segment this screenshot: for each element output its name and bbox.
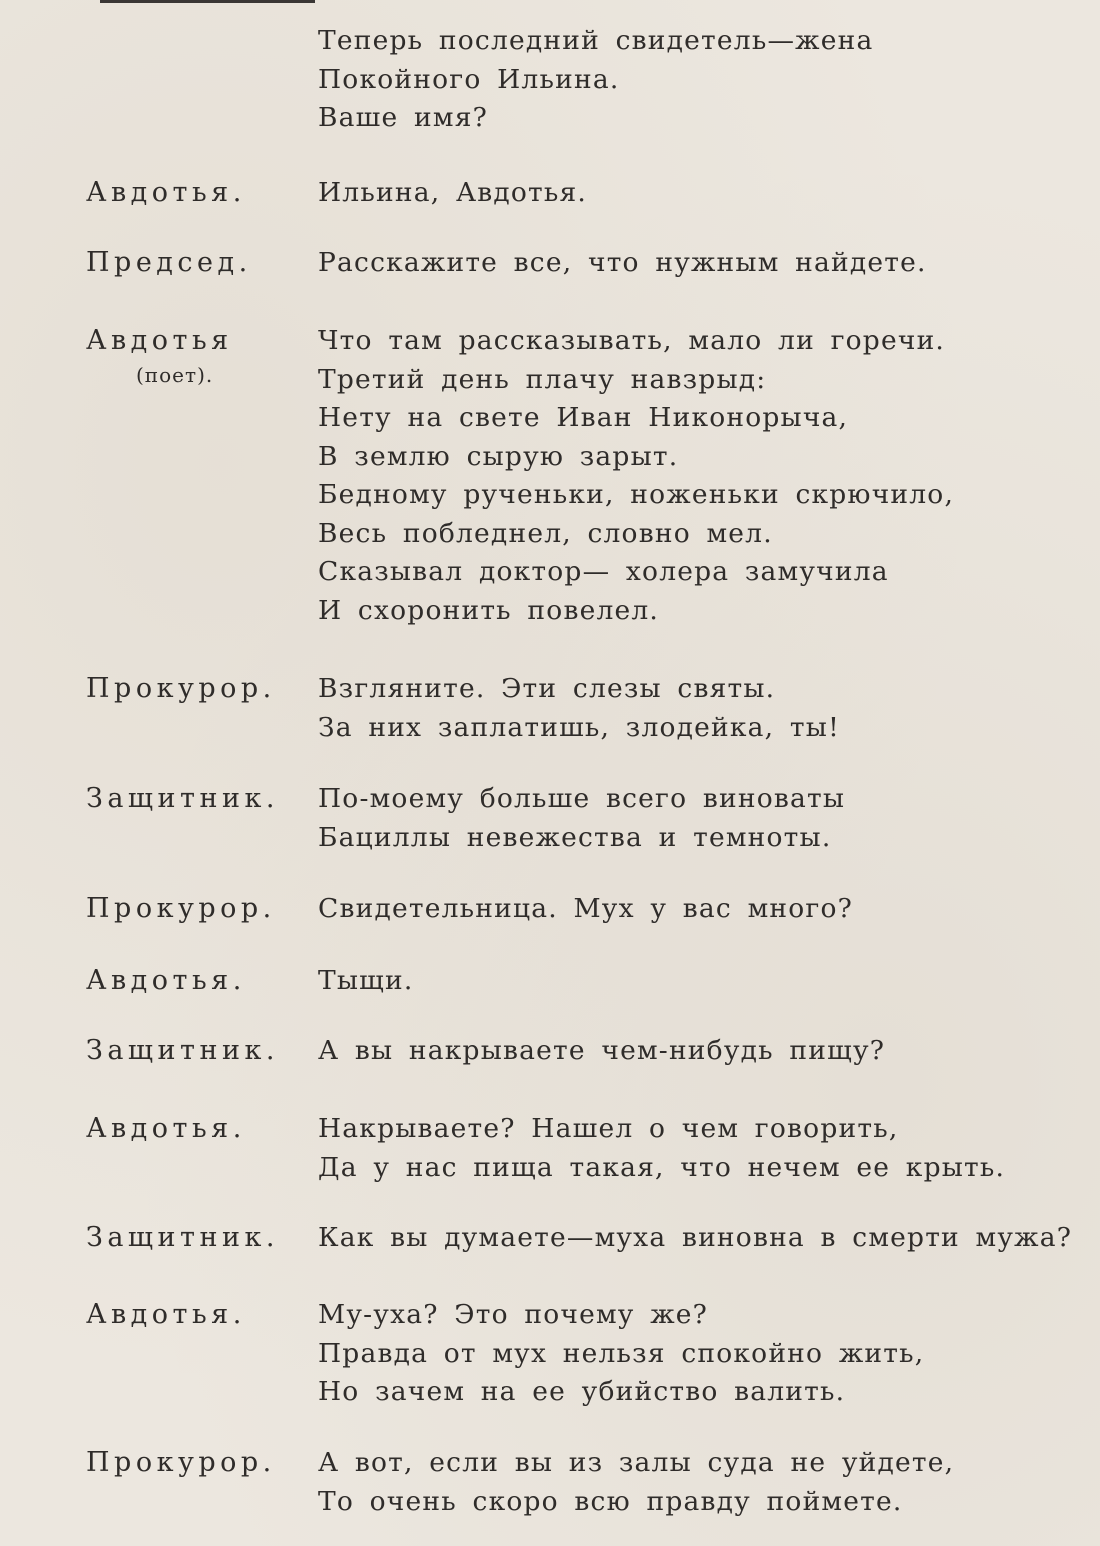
verse-line: В землю сырую зарыт. <box>318 440 679 472</box>
verse-line: По-моему больше всего виноваты <box>318 783 846 814</box>
verse-line: Взгляните. Эти слезы святы. <box>318 673 776 704</box>
verse-line: Накрываете? Нашел о чем говорить, <box>318 1113 899 1144</box>
speaker-label: Прокурор. <box>86 1447 276 1478</box>
speaker-label: Защитник. <box>86 1222 279 1253</box>
dialogue-lines <box>318 962 1078 1001</box>
speaker-name <box>86 890 306 928</box>
dialogue-lines <box>318 670 1078 747</box>
dialogue-lines <box>318 244 1078 283</box>
speaker-name <box>86 1219 306 1257</box>
verse-line: Правда от мух нельзя спокойно жить, <box>318 1337 925 1369</box>
dialogue-lines <box>318 1219 1078 1258</box>
verse-line: Ильина, Авдотья. <box>318 177 588 208</box>
speaker-name <box>86 1444 306 1482</box>
verse-line: А вы накрываете чем-нибудь пищу? <box>318 1035 886 1066</box>
speaker-label: Авдотья. <box>86 965 246 996</box>
verse-line: Тыщи. <box>318 965 414 996</box>
verse-line: Бациллы невежества и темноты. <box>318 821 832 853</box>
dialogue-lines <box>318 890 1078 929</box>
dialogue-lines <box>318 322 1078 630</box>
speaker-name <box>86 962 306 1000</box>
dialogue-lines <box>318 1296 1078 1412</box>
dialogue-lines <box>318 780 1078 857</box>
verse-line: Расскажите все, что нужным найдете. <box>318 247 927 278</box>
speaker-label: Авдотья. <box>86 177 246 208</box>
verse-line: Как вы думаете—муха виновна в смерти мужа? <box>318 1222 1073 1253</box>
speaker-name <box>86 244 306 282</box>
speaker-name <box>86 780 306 818</box>
verse-line: Бедному рученьки, ноженьки скрючило, <box>318 479 955 510</box>
stage-direction: (поет). <box>136 363 214 387</box>
speaker-label: Авдотья. <box>86 1113 246 1144</box>
verse-line: Весь побледнел, словно мел. <box>318 517 773 549</box>
verse-line: Но зачем на ее убийство валить. <box>318 1376 846 1407</box>
verse-line: То очень скоро всю правду поймете. <box>318 1485 903 1517</box>
speaker-name <box>86 670 306 708</box>
verse-line: Теперь последний свидетель—жена <box>318 25 874 56</box>
speaker-name <box>86 1296 306 1334</box>
speaker-name <box>86 1110 306 1148</box>
verse-line: Третий день плачу навзрыд: <box>318 363 767 395</box>
top-rule <box>100 0 315 3</box>
speaker-label: Прокурор. <box>86 673 276 704</box>
speaker-label: Защитник. <box>86 1035 279 1066</box>
verse-line: А вот, если вы из залы суда не уйдете, <box>318 1447 955 1478</box>
verse-line: И схоронить повелел. <box>318 594 660 626</box>
verse-line: Нету на свете Иван Никонорыча, <box>318 402 849 433</box>
dialogue-lines <box>318 1032 1078 1071</box>
speaker-name <box>86 1032 306 1070</box>
verse-line: Сказывал доктор— холера замучила <box>318 556 889 587</box>
verse-line: Ваше имя? <box>318 102 489 133</box>
dialogue-lines <box>318 174 1078 213</box>
verse-line: Му-уха? Это почему же? <box>318 1299 709 1330</box>
speaker-label: Прокурор. <box>86 893 276 924</box>
verse-line: Свидетельница. Мух у вас много? <box>318 893 854 924</box>
speaker-name <box>86 174 306 212</box>
dialogue-lines <box>318 1444 1078 1521</box>
dialogue-lines <box>318 22 1078 138</box>
speaker-name <box>86 322 306 390</box>
dialogue-lines <box>318 1110 1078 1187</box>
speaker-label: Авдотья <box>86 325 233 356</box>
speaker-label: Защитник. <box>86 783 279 814</box>
verse-line: Да у нас пища такая, что нечем ее крыть. <box>318 1151 1006 1183</box>
speaker-label: Председ. <box>86 247 252 278</box>
verse-line: Что там рассказывать, мало ли горечи. <box>318 325 946 356</box>
verse-line: За них заплатишь, злодейка, ты! <box>318 711 840 743</box>
verse-line: Покойного Ильина. <box>318 63 620 95</box>
speaker-label: Авдотья. <box>86 1299 246 1330</box>
